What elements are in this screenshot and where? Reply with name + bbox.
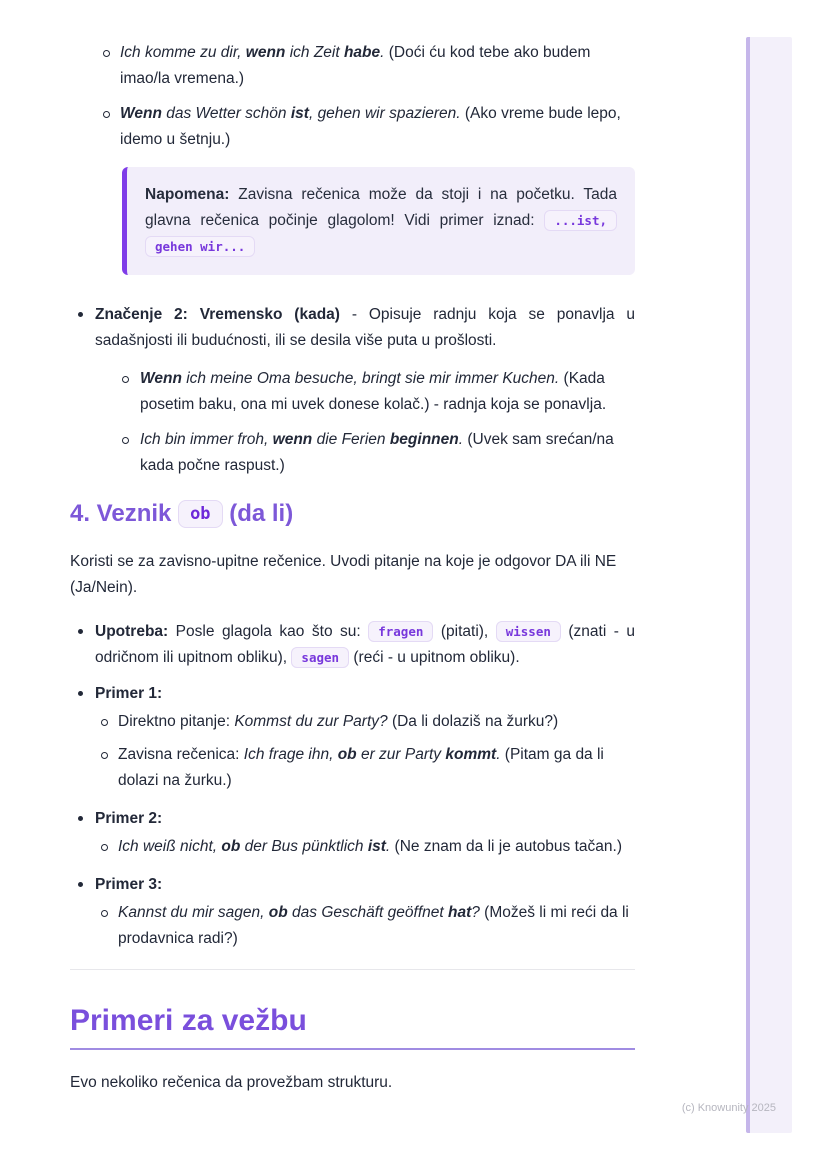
list-item: [70, 709, 635, 735]
copyright-watermark: (c) Knowunity 2025: [681, 1102, 776, 1114]
circle-bullet-icon: [101, 719, 108, 726]
practice-intro: Evo nekoliko rečenica da provežbam strukturu.: [70, 1074, 393, 1091]
bullet-icon: [78, 312, 83, 317]
example-text: Kannst du mir sagen, ob das Geschäft geöffnet hat? (Možeš li mi reći da li prodavnica radi?): [118, 904, 629, 947]
usage-list: [70, 619, 635, 707]
example-text: Zavisna rečenica: Ich frage ihn, ob er zur Party kommt. (Pitam ga da li dolazi na žurku.): [118, 746, 604, 789]
circle-bullet-icon: [101, 910, 108, 917]
circle-bullet-icon: [122, 376, 129, 383]
circle-bullet-icon: [101, 752, 108, 759]
list-item: [70, 872, 635, 898]
primer-label: Primer 2:: [95, 810, 163, 827]
example-text: Ich weiß nicht, ob der Bus pünktlich ist. (Ne znam da li je autobus tačan.): [118, 838, 622, 855]
example-text: Wenn das Wetter schön ist, gehen wir spazieren. (Ako vreme bude lepo, idemo u šetnju.): [120, 105, 621, 148]
example-text: Ich bin immer froh, wenn die Ferien beginnen. (Uvek sam srećan/na kada počne raspust.): [140, 431, 614, 474]
meaning-example-list: [70, 366, 635, 479]
circle-bullet-icon: [103, 50, 110, 57]
list-item: [70, 681, 635, 707]
note-callout: [122, 167, 635, 275]
bullet-icon: [78, 691, 83, 696]
list-item: [70, 302, 635, 354]
page-margin-strip: [746, 37, 792, 1133]
list-item: [70, 40, 635, 92]
note-text: Napomena: Zavisna rečenica može da stoji i na početku. Tada glavna rečenica počinje glagolom! Vidi primer iznad: ...ist, gehen wir...: [145, 186, 617, 255]
circle-bullet-icon: [101, 844, 108, 851]
bullet-icon: [78, 882, 83, 887]
list-item: [70, 806, 635, 832]
primer3-example-list: [70, 900, 635, 952]
primer2-list: [70, 806, 635, 832]
list-item: [70, 427, 635, 479]
list-item: [70, 619, 635, 671]
usage-text: Upotreba: Posle glagola kao što su: fragen (pitati), wissen (znati - u odričnom ili upitnom obliku), sagen (reći - u upitnom obliku).: [95, 623, 636, 666]
circle-bullet-icon: [122, 437, 129, 444]
meaning-text: Značenje 2: Vremensko (kada) - Opisuje radnju koja se ponavlja u sadašnjosti ili budućnosti, ili se desila više puta u prošlosti.: [95, 306, 635, 349]
circle-bullet-icon: [103, 111, 110, 118]
section-heading: [70, 497, 635, 531]
section-heading-text: 4. Veznik ob (da li): [70, 500, 294, 527]
section-divider: [70, 969, 635, 970]
section-intro: Koristi se za zavisno-upitne rečenice. Uvodi pitanje na koje je odgovor DA ili NE (Ja/Nein).: [70, 553, 617, 596]
list-item: [70, 742, 635, 794]
list-item: [70, 834, 635, 860]
list-item: [70, 101, 635, 153]
primer3-list: [70, 872, 635, 898]
document-content: [70, 0, 635, 1096]
primer-label: Primer 1:: [95, 685, 163, 702]
example-text: Ich komme zu dir, wenn ich Zeit habe. (Doći ću kod tebe ako budem imao/la vremena.): [120, 44, 591, 87]
example-text: Direktno pitanje: Kommst du zur Party? (Da li dolaziš na žurku?): [118, 713, 559, 730]
bullet-icon: [78, 816, 83, 821]
list-item: [70, 366, 635, 418]
list-item: [70, 900, 635, 952]
primer2-example-list: [70, 834, 635, 860]
wenn-example-list: [70, 0, 635, 153]
example-text: Wenn ich meine Oma besuche, bringt sie mir immer Kuchen. (Kada posetim baku, ona mi uvek donese kolač.) - radnja koja se ponavlja.: [140, 370, 607, 413]
primer-label: Primer 3:: [95, 876, 163, 893]
meaning-list: [70, 302, 635, 354]
primer1-example-list: [70, 709, 635, 794]
bullet-icon: [78, 629, 83, 634]
page-title: Primeri za vežbu: [70, 1002, 635, 1050]
